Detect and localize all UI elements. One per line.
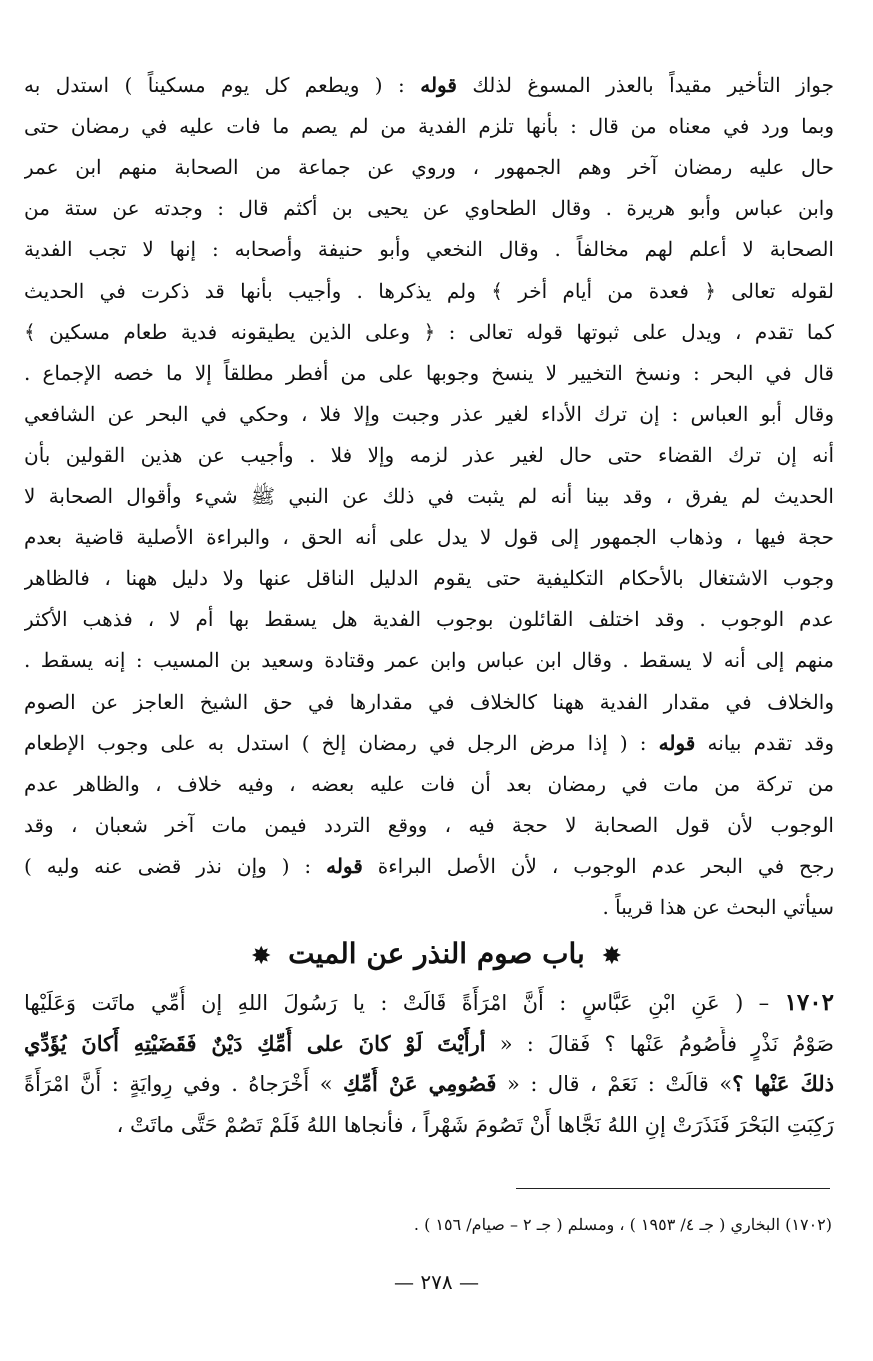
star-ornament-icon: ✸ [602,943,622,969]
text-run: أنه إن ترك القضاء حتى حال لغير عذر لزمه وإلا فلا . وأجيب عن هذين القولين بأن [24,442,834,467]
text-line [24,767,834,801]
text-run: لقوله تعالى ﴿ فعدة من أيام أخر ﴾ ولم يذكرها . وأجيب بأنها قد ذكرت في الحديث [24,278,834,303]
bold-keyword: فَصُومِي عَنْ أُمِّكِ [343,1071,497,1097]
hadith-number: ١٧٠٢ [784,989,834,1016]
text-run: وجوب الاشتغال بالأحكام التكليفية حتى يقوم الدليل الناقل عنها ولا دليل ههنا ، فالظاهر [24,566,834,591]
bold-keyword: أرأَيْتَ لَوْ كانَ على أُمِّكِ دَيْنٌ فَقَضَيْتِهِ أَكانَ يُؤَدِّي [24,1030,486,1056]
text-run: عدم الوجوب . وقد اختلف القائلون بوجوب الفدية هل يسقط بها أم لا ، فذهب الأكثر [24,607,834,632]
bold-keyword: قوله [658,730,696,755]
text-line [24,315,834,349]
text-run: رَكِبَتِ البَحْرَ فَنَذَرَتْ إنِ اللهُ نَجَّاها أَنْ تَصُومَ شَهْراً ، فأنجاها اللهُ فَلَمْ تَصُمْ حَتَّى ماتَتْ ، [116,1113,834,1138]
text-run: منهم إلى أنه لا يسقط . وقال ابن عباس وابن عمر وقتادة وسعيد بن المسيب : إنه يسقط . [24,648,834,673]
text-run: حجة فيها ، وذهاب الجمهور إلى قول لا يدل على أنه الحق ، والبراءة الأصلية قاضية بعدم [24,525,834,550]
text-run: حال عليه رمضان آخر وهم الجمهور ، وروي عن جماعة من الصحابة منهم ابن عمر [24,155,834,180]
text-run: الوجوب لأن قول الصحابة لا حجة فيه ، ووقع التردد فيمن مات آخر شعبان ، وقد [24,812,834,837]
text-line [24,561,834,595]
text-run: – ( عَنِ ابْنِ عَبَّاسٍ : أَنَّ امْرَأَةً قَالَتْ : يا رَسُولَ اللهِ إن أُمِّي ماتَت وَعَلَيْها [24,991,785,1015]
hadith-line [24,1027,834,1061]
text-line [24,890,834,924]
text-run: » قالَتْ : نَعَمْ ، قال : « [496,1072,733,1097]
text-line [24,602,834,636]
text-run: وقال أبو العباس : إن ترك الأداء لغير عذر وجبت وإلا فلا ، وحكي في البحر عن الشافعي [24,401,834,426]
text-line [24,520,834,554]
text-run: : ( إذا مرض الرجل في رمضان إلخ ) استدل به على وجوب الإطعام [24,730,659,755]
bold-keyword: قوله [326,853,363,878]
hadith-line [24,986,834,1020]
bold-keyword: قوله [420,73,457,97]
text-line [24,397,834,431]
text-run: من تركة من مات في رمضان بعد أن فات عليه بعضه ، وفيه خلاف ، والظاهر عدم [24,771,834,796]
footnote: (١٧٠٢) البخاري ( جـ ٤/ ١٩٥٣ ) ، ومسلم ( جـ ٢ – صيام/ ١٥٦ ) . [413,1215,832,1234]
chapter-heading [0,934,873,976]
hadith-line [24,1108,834,1142]
text-line [24,479,834,513]
text-line [24,150,834,184]
text-run: جواز التأخير مقيداً بالعذر المسوغ لذلك [456,73,834,97]
text-line [24,685,834,719]
bold-keyword: ذلكَ عَنْها ؟ [732,1071,834,1097]
text-run: رجح في البحر عدم الوجوب ، لأن الأصل البراءة [362,853,834,878]
text-run: وبما ورد في معناه من قال : بأنها تلزم الفدية من لم يصم ما فات عليه في رمضان حتى [24,114,834,139]
text-line [24,191,834,225]
text-line [24,438,834,472]
text-run: سيأتي البحث عن هذا قريباً . [602,895,834,919]
text-line [24,232,834,266]
text-run: كما تقدم ، ويدل على ثبوتها قوله تعالى : ﴿ وعلى الذين يطيقونه فدية طعام مسكين ﴾ [24,319,834,344]
text-run: » أَخْرَجاهُ . وفي رِوايَةٍ : أَنَّ امْرَأَةً [24,1072,344,1097]
text-run: الصحابة لا أعلم لهم مخالفاً . وقال النخعي وأبو حنيفة وأصحابه : إنها لا تجب الفدية [24,237,834,262]
text-line [24,109,834,143]
text-run: : ( وإن نذر قضى عنه وليه ) [24,853,327,878]
text-line [24,643,834,677]
star-ornament-icon: ✸ [251,943,271,969]
footnote-divider [516,1188,830,1189]
text-run: صَوْمُ نَذْرٍ فأَصُومُ عَنْها ؟ فَقالَ : « [485,1031,834,1056]
chapter-title: باب صوم النذر عن الميت [288,937,585,970]
text-line [24,808,834,842]
text-line [24,274,834,308]
text-line [24,726,834,760]
text-run: والخلاف في مقدار الفدية ههنا كالخلاف في مقدارها في حق الشيخ العاجز عن الصوم [24,689,834,714]
text-run: الحديث لم يفرق ، وقد بينا أنه لم يثبت في ذلك عن النبي ﷺ شيء وأقوال الصحابة لا [24,484,834,508]
text-line [24,849,834,883]
hadith-line [24,1067,834,1101]
text-run: وابن عباس وأبو هريرة . وقال الطحاوي عن يحيى بن أكثم قال : وجدته عن ستة من [24,196,834,221]
text-line [24,356,834,390]
text-line [24,68,834,102]
text-run: وقد تقدم بيانه [695,730,834,755]
page-number: — ٢٧٨ — [394,1270,479,1294]
text-run: قال في البحر : ونسخ التخيير لا ينسخ وجوبها على من أفطر مطلقاً إلا ما خصه الإجماع . [24,360,834,385]
text-run: : ( ويطعم كل يوم مسكيناً ) استدل به [24,73,421,97]
